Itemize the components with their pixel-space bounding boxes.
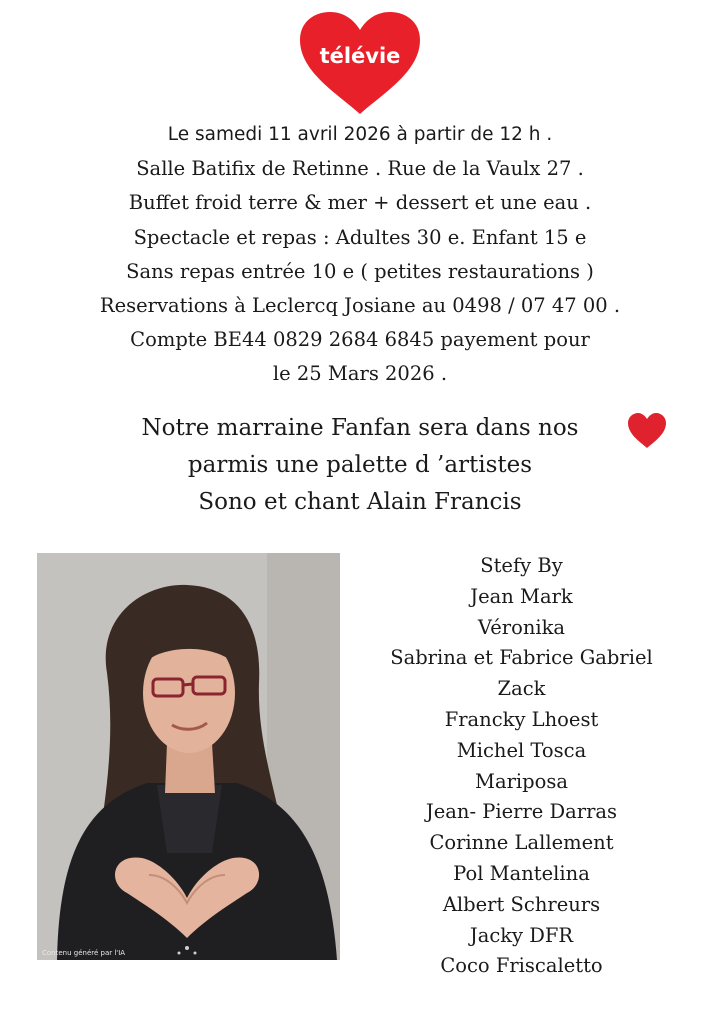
info-line: Le samedi 11 avril 2026 à partir de 12 h .	[167, 124, 553, 145]
info-line: Sans repas entrée 10 e ( petites restaurations )	[126, 259, 594, 283]
highlight-text	[60, 410, 660, 521]
list-item: Véronika	[477, 615, 566, 639]
highlight-line: Notre marraine Fanfan sera dans nos	[141, 415, 579, 441]
artists-list	[370, 551, 673, 982]
list-item: Jean- Pierre Darras	[425, 800, 618, 824]
list-item: Jean Mark	[470, 584, 573, 608]
heart-icon	[626, 412, 668, 450]
list-item: Coco Friscaletto	[440, 954, 603, 978]
ai-watermark: Contenu généré par l'IA	[42, 949, 126, 957]
list-item: Zack	[497, 677, 546, 701]
info-line: Reservations à Leclercq Josiane au 0498 / 07 47 00 .	[99, 293, 621, 317]
info-line: le 25 Mars 2026 .	[272, 362, 448, 386]
list-item: Corinne Lallement	[429, 831, 614, 855]
info-line: Buffet froid terre & mer + dessert et une eau .	[128, 191, 592, 215]
list-item: Michel Tosca	[456, 738, 587, 762]
televie-logo	[298, 10, 422, 116]
info-line: Compte BE44 0829 2684 6845 payement pour	[130, 328, 590, 352]
list-item: Stefy By	[480, 554, 563, 577]
list-item: Francky Lhoest	[444, 707, 599, 731]
list-item: Jacky DFR	[469, 923, 574, 947]
list-item: Albert Schreurs	[442, 892, 601, 916]
list-item: Pol Mantelina	[453, 861, 590, 885]
logo-text: télévie	[319, 44, 401, 68]
list-item: Mariposa	[474, 769, 568, 793]
info-line: Salle Batifix de Retinne . Rue de la Vaulx 27 .	[136, 157, 584, 181]
info-line: Spectacle et repas : Adultes 30 e. Enfant 15 e	[133, 225, 587, 249]
highlight-line: Sono et chant Alain Francis	[198, 489, 522, 515]
event-info	[0, 118, 720, 392]
list-item: Sabrina et Fabrice Gabriel	[390, 646, 653, 670]
portrait-photo	[37, 553, 340, 960]
highlight-line: parmis une palette d ’artistes	[187, 452, 533, 478]
